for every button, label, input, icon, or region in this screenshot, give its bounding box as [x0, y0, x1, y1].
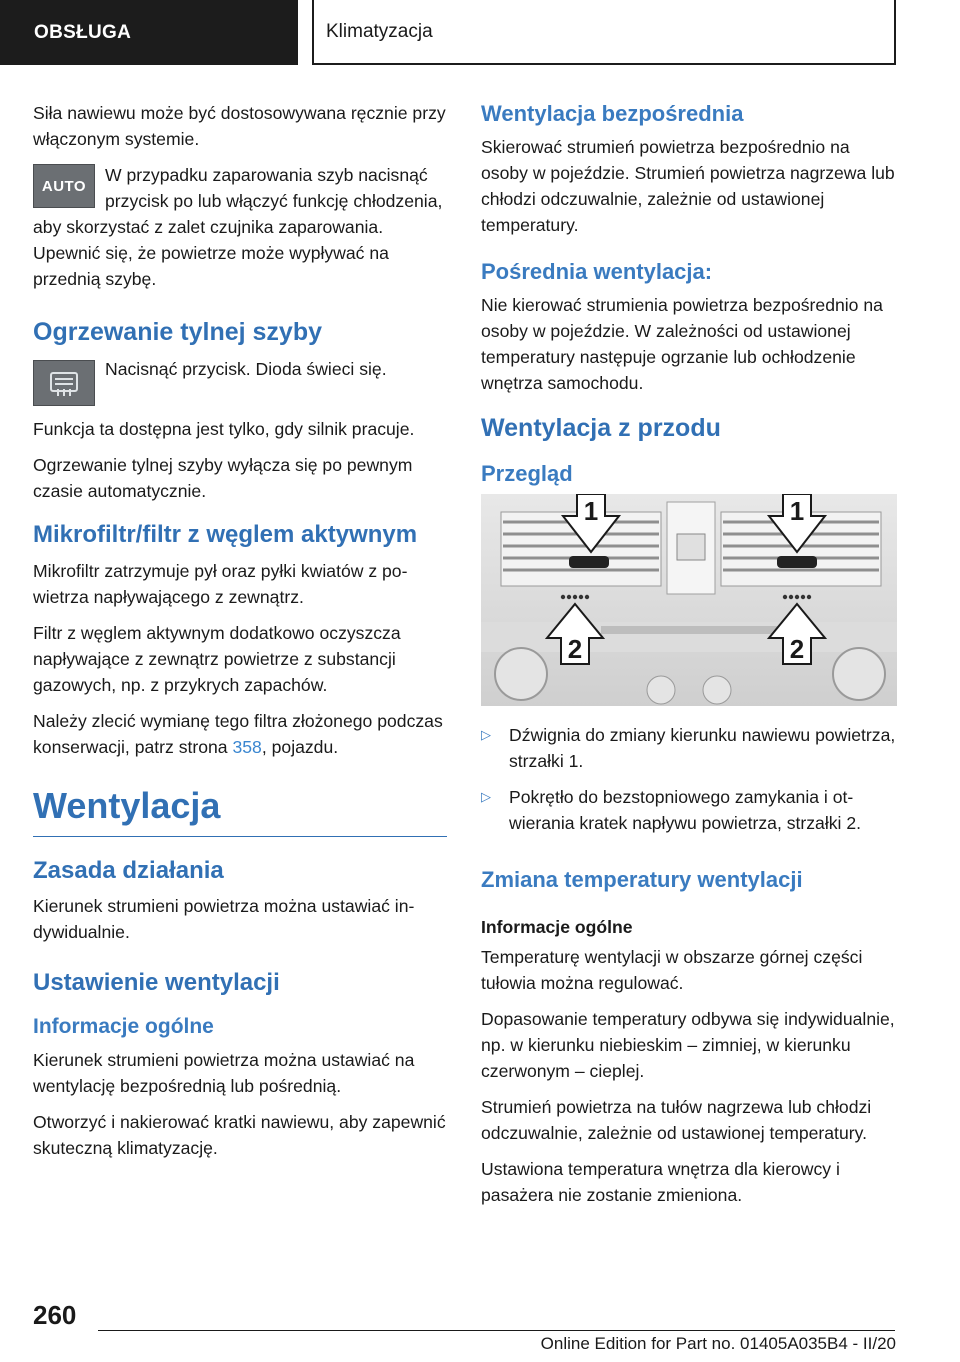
footer-edition: Online Edition for Part no. 01405A035B4 - II/20 — [540, 1334, 896, 1353]
paragraph: Otworzyć i nakierować kratki nawiewu, aby zapewnić skuteczną klimatyzację. — [33, 1112, 446, 1158]
list-item-text: Pokrętło do bezstopniowego zamykania i otwierania kratek napływu powietrza, strzałki 2. — [509, 787, 862, 833]
heading-direct: Wentylacja bezpośrednia — [481, 101, 744, 126]
heading-filter: Mikrofiltr/filtr z węglem aktywnym — [33, 521, 418, 548]
rear-defrost-icon — [33, 360, 95, 406]
paragraph: Filtr z węglem aktywnym dodatkowo oczyszcza napływające z zewnątrz powietrze z substancji gazowych, np. z przykrych zapachów. — [33, 623, 401, 695]
triangle-bullet-icon: ▷ — [481, 727, 491, 742]
heading-overview: Przegląd — [481, 461, 573, 486]
page-link-358[interactable]: 358 — [232, 737, 262, 757]
list-item — [481, 722, 897, 774]
paragraph: Ogrzewanie tylnej szyby wyłącza się po pewnym czasie automatycznie. — [33, 455, 413, 501]
paragraph: Kierunek strumieni powietrza można ustawiać na wentylację bezpośrednią lub pośrednią. — [33, 1050, 415, 1096]
heading-rear-window: Ogrzewanie tylnej szyby — [33, 318, 322, 346]
paragraph — [33, 708, 447, 760]
paragraph: Strumień powietrza na tułów nagrzewa lub chłodzi odczuwalnie, zależnie od ustawionej temperatury. — [481, 1097, 872, 1143]
auto-button-icon — [33, 164, 95, 208]
chapter-title: Klimatyzacja — [326, 20, 433, 42]
list-item-text: Dźwignia do zmiany kierunku nawiewu powietrza, strzałki 1. — [509, 725, 896, 771]
paragraph: Skierować strumień powietrza bezpośrednio na osoby w pojeździe. Strumień powietrza nagrzewa lub chłodzi odczuwalnie, zależnie od ustawionej temperatury. — [481, 137, 895, 235]
header-section: OBSŁUGA — [0, 0, 298, 65]
paragraph: Ustawiona temperatura wnętrza dla kierowcy i pasażera nie zostanie zmieniona. — [481, 1159, 840, 1205]
triangle-bullet-icon: ▷ — [481, 789, 491, 804]
heading-rule — [33, 836, 447, 837]
figure-label: 1 — [583, 496, 599, 526]
heading-general: Informacje ogólne — [33, 1015, 214, 1038]
heading-temp-general: Informacje ogólne — [481, 917, 633, 937]
paragraph: W przypadku zaparowania szyb nacisnąć przycisk po lub włączyć funkcję chłodzenia, aby skorzystać z zalet czujnika zaparowania. Upewnić się, że powietrze może wypływać na przednią szybę. — [33, 165, 443, 289]
heading-temperature: Zmiana temperatury wentylacji — [481, 867, 803, 892]
figure-label: 2 — [789, 634, 805, 664]
paragraph: Nacisnąć przycisk. Dioda świeci się. — [105, 359, 387, 379]
front-vents-figure — [481, 494, 897, 706]
paragraph: Mikrofiltr zatrzymuje pył oraz pyłki kwiatów z powietrza napływającego z zewnątrz. — [33, 561, 408, 607]
text: , pojazdu. — [261, 737, 339, 757]
right-column — [481, 100, 897, 1218]
footer-rule — [98, 1330, 895, 1331]
left-column — [33, 100, 447, 1171]
header-chapter — [312, 0, 896, 65]
paragraph: Temperaturę wentylacji w obszarze górnej części tułowia można regulować. — [481, 947, 863, 993]
paragraph: Dopasowanie temperatury odbywa się indywidualnie, np. w kierunku niebieskim – zimniej, w kierunku czerwonym – cieplej. — [481, 1009, 895, 1081]
heading-front: Wentylacja z przodu — [481, 414, 721, 442]
figure-label: 2 — [567, 634, 583, 664]
auto-icon-label: AUTO — [41, 177, 87, 195]
heading-setting: Ustawienie wentylacji — [33, 969, 280, 996]
paragraph: Funkcja ta dostępna jest tylko, gdy silnik pracuje. — [33, 419, 415, 439]
list-item — [481, 784, 897, 836]
paragraph: Nie kierować strumienia powietrza bezpośrednio na osoby w pojeździe. W zależności od ustawionej temperatury następuje ogrzanie lub ochłodzenie wnętrza samochodu. — [481, 295, 883, 393]
paragraph: Siła nawiewu może być dostosowywana ręcznie przy włączonym systemie. — [33, 103, 446, 149]
figure-label: 1 — [789, 496, 805, 526]
paragraph: Kierunek strumieni powietrza można ustawiać indywidualnie. — [33, 896, 415, 942]
heading-principle: Zasada działania — [33, 857, 224, 884]
heading-indirect: Pośrednia wentylacja: — [481, 259, 713, 284]
text: Należy zlecić wymianę tego filtra złożonego podczas konserwacji, patrz strona — [33, 711, 443, 757]
heading-ventilation: Wentylacja — [33, 785, 221, 826]
page-number: 260 — [33, 1300, 77, 1330]
